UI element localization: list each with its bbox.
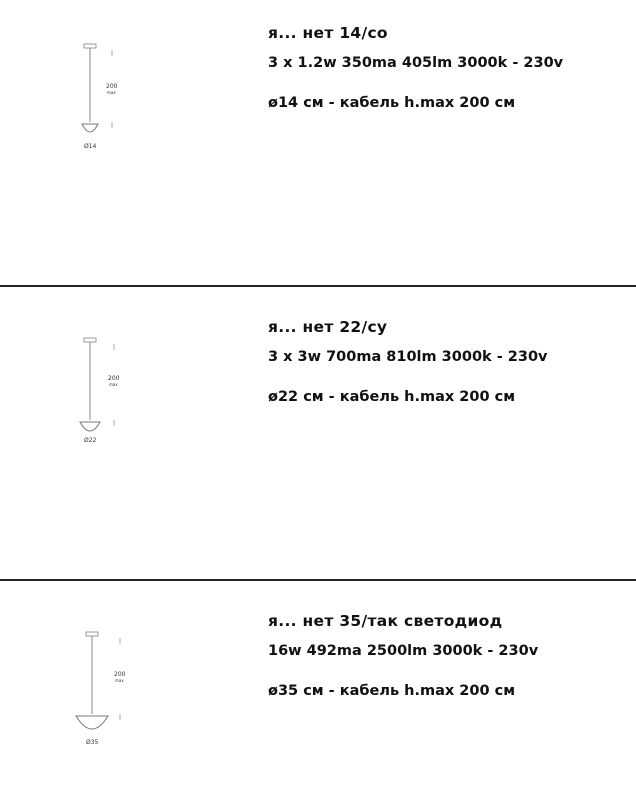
max-label: max [107, 90, 116, 95]
product-dimensions: ø35 см - кабель h.max 200 см [268, 683, 516, 699]
pendant-lamp-drawing [60, 30, 140, 170]
product-spec: 3 x 3w 700ma 810lm 3000k - 230v [268, 349, 548, 365]
product-section-3 [0, 588, 636, 790]
max-label: max [109, 382, 118, 387]
height-label: 200 [106, 83, 118, 90]
product-info [268, 608, 628, 702]
height-label: 200 [108, 375, 120, 382]
product-dimensions: ø14 см - кабель h.max 200 см [268, 95, 516, 111]
max-label: max [115, 678, 124, 683]
product-name: я... нет 35/так светодиод [268, 612, 503, 630]
diameter-label: Ø22 [84, 437, 97, 444]
section-divider [0, 285, 636, 287]
product-name: я... нет 14/со [268, 24, 388, 42]
diameter-label: Ø35 [86, 739, 99, 746]
product-section-1 [0, 0, 636, 293]
height-label: 200 [114, 671, 126, 678]
product-info [268, 314, 628, 408]
pendant-lamp-drawing [60, 324, 140, 464]
product-spec: 3 x 1.2w 350ma 405lm 3000k - 230v [268, 55, 564, 71]
diameter-label: Ø14 [84, 143, 97, 150]
product-name: я... нет 22/су [268, 318, 388, 336]
product-info [268, 20, 628, 114]
product-section-2 [0, 294, 636, 587]
pendant-lamp-drawing [60, 618, 140, 758]
section-divider [0, 579, 636, 581]
product-dimensions: ø22 см - кабель h.max 200 см [268, 389, 516, 405]
product-spec: 16w 492ma 2500lm 3000k - 230v [268, 643, 539, 659]
